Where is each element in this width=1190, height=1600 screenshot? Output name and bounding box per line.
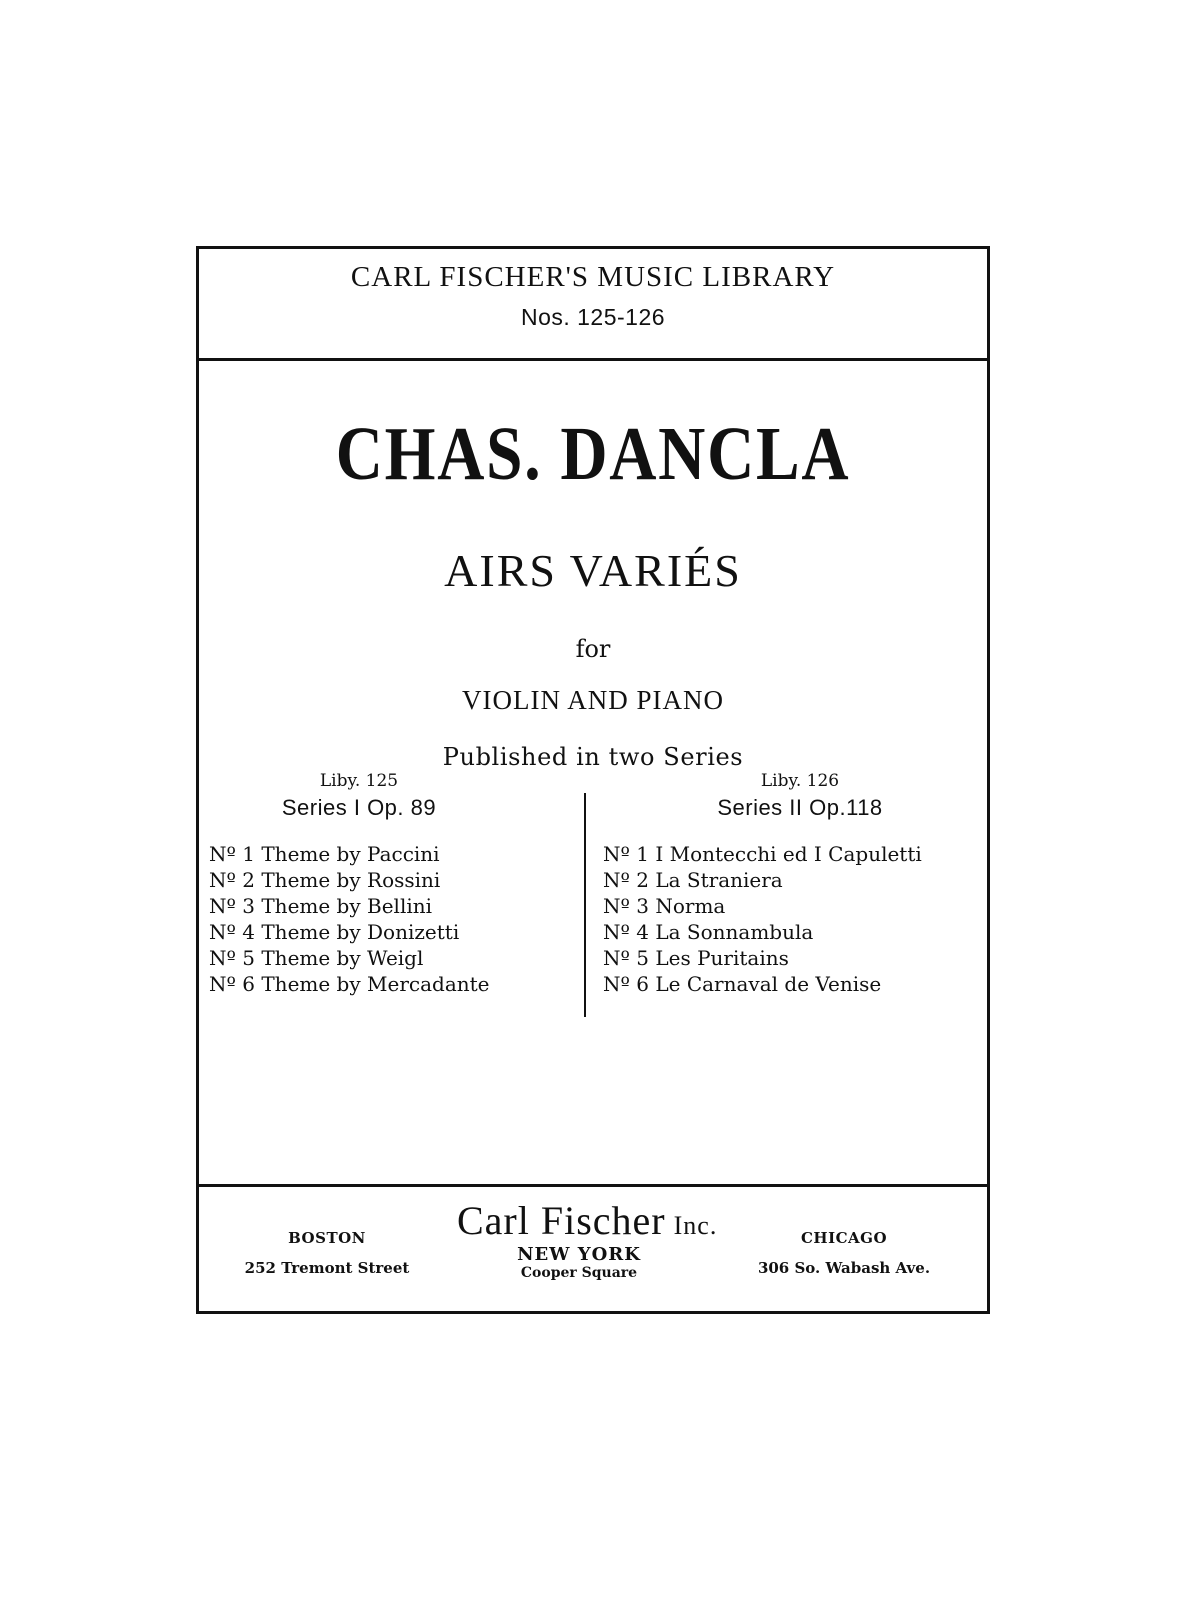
series-one-header [229,769,489,823]
list-item: Nº 3 Norma [603,894,726,918]
series-two-label: Series II Op.118 [717,795,883,820]
title-page-frame [196,246,990,1314]
series-one-column [209,769,569,997]
work-title: AIRS VARIÉS [444,545,742,596]
new-york-city: NEW YORK [517,1244,641,1265]
list-item: Nº 6 Theme by Mercadante [209,972,490,996]
list-item: Nº 1 Theme by Paccini [209,842,440,866]
chicago-address [739,1229,949,1277]
series-two-header [675,769,925,823]
series-one-label: Series I Op. 89 [281,795,437,820]
publisher-suffix: Inc. [673,1211,718,1240]
list-item: Nº 1 I Montecchi ed I Capuletti [603,842,922,866]
list-item: Nº 2 La Straniera [603,868,783,892]
chicago-street: 306 So. Wabash Ave. [757,1259,931,1277]
library-header [199,249,987,361]
new-york-street: Cooper Square [520,1265,638,1281]
publisher-name-text: Carl Fischer [457,1198,666,1243]
series-one-liby: Liby. 125 [319,771,399,791]
list-item: Nº 5 Les Puritains [603,946,789,970]
new-york-address [509,1244,649,1281]
list-item: Nº 6 Le Carnaval de Venise [603,972,882,996]
publisher-name [457,1197,717,1244]
series-two-list [603,841,973,997]
chicago-city: CHICAGO [800,1229,888,1247]
boston-address [227,1229,427,1277]
footer-divider [199,1184,987,1187]
for-text: for [575,635,611,663]
boston-city: BOSTON [288,1229,366,1247]
series-two-liby: Liby. 126 [760,771,840,791]
composer-name: CHAS. DANCLA [335,412,851,496]
list-item: Nº 2 Theme by Rossini [209,868,441,892]
instrumentation: VIOLIN AND PIANO [462,685,724,715]
published-note: Published in two Series [442,743,744,771]
library-name: CARL FISCHER'S MUSIC LIBRARY [350,261,836,293]
list-item: Nº 5 Theme by Weigl [209,946,424,970]
series-two-column [603,769,973,997]
boston-street: 252 Tremont Street [244,1259,410,1277]
series-one-list [209,841,569,997]
list-item: Nº 4 La Sonnambula [603,920,814,944]
list-item: Nº 3 Theme by Bellini [209,894,433,918]
list-item: Nº 4 Theme by Donizetti [209,920,460,944]
library-numbers: Nos. 125-126 [520,304,666,330]
column-divider [584,793,586,1017]
